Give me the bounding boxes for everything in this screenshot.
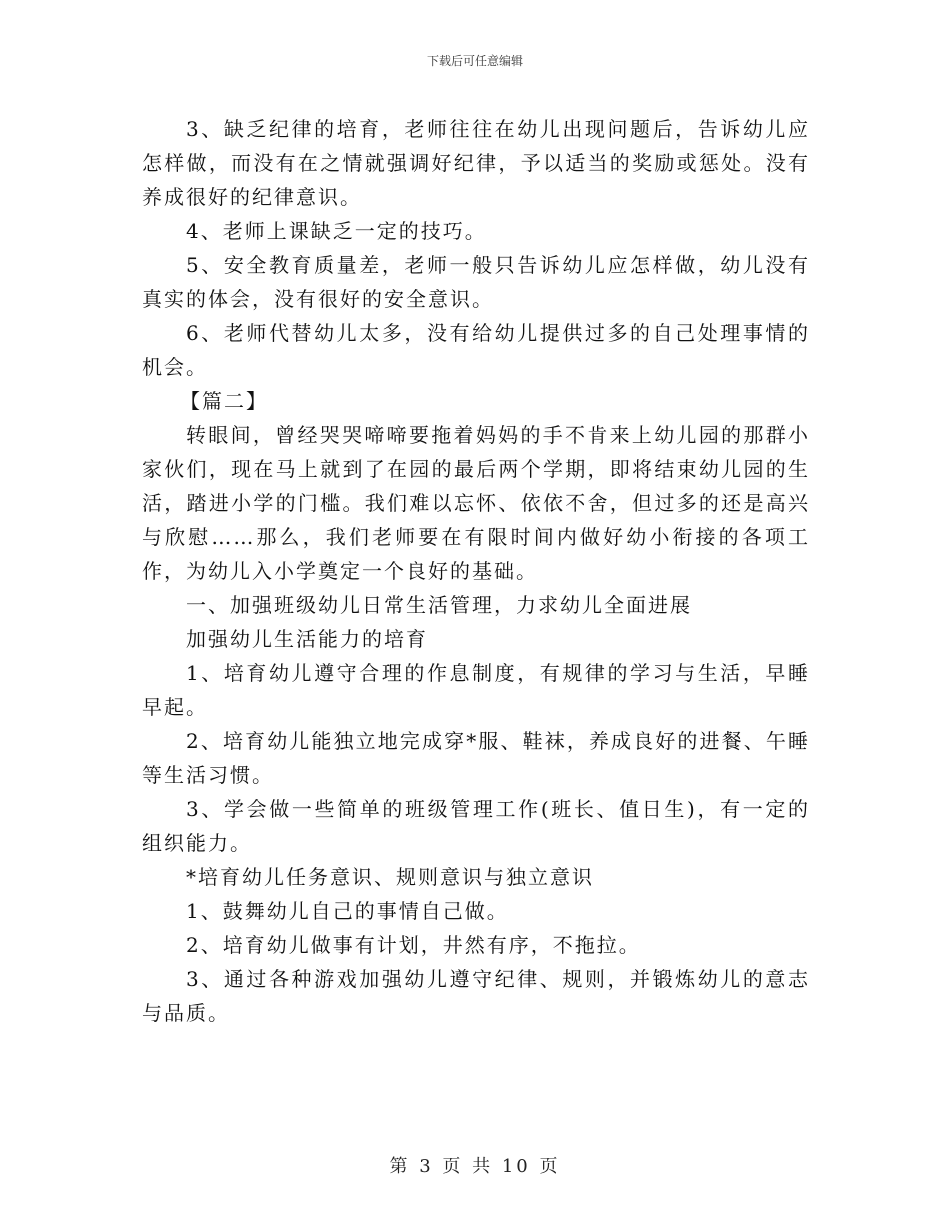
page-footer	[0, 1152, 950, 1178]
page-header	[0, 52, 950, 69]
paragraph-discipline: 3、缺乏纪律的培育，老师往往在幼儿出现问题后，告诉幼儿应怎样做，而没有在之情就强调好纪律，予以适当的奖励或惩处。没有养成很好的纪律意识。	[142, 117, 810, 209]
subheading-life-ability: 加强幼儿生活能力的培育	[186, 627, 428, 651]
list-item-dressing-habits: 2、培育幼儿能独立地完成穿*服、鞋袜，养成良好的进餐、午睡等生活习惯。	[142, 729, 810, 787]
section-heading-daily-management: 一、加强班级幼儿日常生活管理，力求幼儿全面进展	[186, 593, 692, 617]
list-item-schedule: 1、培育幼儿遵守合理的作息制度，有规律的学习与生活，早睡早起。	[142, 661, 810, 719]
page-number: 第 3 页 共 10 页	[389, 1156, 561, 1177]
list-item-games-discipline: 3、通过各种游戏加强幼儿遵守纪律、规则，并锻炼幼儿的意志与品质。	[142, 967, 810, 1025]
header-note: 下载后可任意编辑	[426, 54, 523, 68]
list-item-self-reliance: 1、鼓舞幼儿自己的事情自己做。	[186, 899, 509, 923]
list-item-planning: 2、培育幼儿做事有计划，井然有序，不拖拉。	[186, 933, 641, 957]
subheading-awareness: *培育幼儿任务意识、规则意识与独立意识	[186, 865, 594, 889]
paragraph-intro: 转眼间，曾经哭哭啼啼要拖着妈妈的手不肯来上幼儿园的那群小家伙们，现在马上就到了在园的最后两个学期，即将结束幼儿园的生活，踏进小学的门槛。我们难以忘怀、依依不舍，但过多的还是高兴与欣慰……那么，我们老师要在有限时间内做好幼小衔接的各项工作，为幼儿入小学奠定一个良好的基础。	[142, 423, 810, 583]
section-heading-part-two: 【篇二】	[180, 389, 268, 413]
document-body	[142, 112, 810, 1030]
paragraph-safety-education: 5、安全教育质量差，老师一般只告诉幼儿应怎样做，幼儿没有真实的体会，没有很好的安全意识。	[142, 253, 810, 311]
list-item-class-management: 3、学会做一些简单的班级管理工作(班长、值日生)，有一定的组织能力。	[142, 797, 810, 855]
paragraph-teaching-skills: 4、老师上课缺乏一定的技巧。	[186, 219, 487, 243]
paragraph-over-substitution: 6、老师代替幼儿太多，没有给幼儿提供过多的自己处理事情的机会。	[142, 321, 810, 379]
